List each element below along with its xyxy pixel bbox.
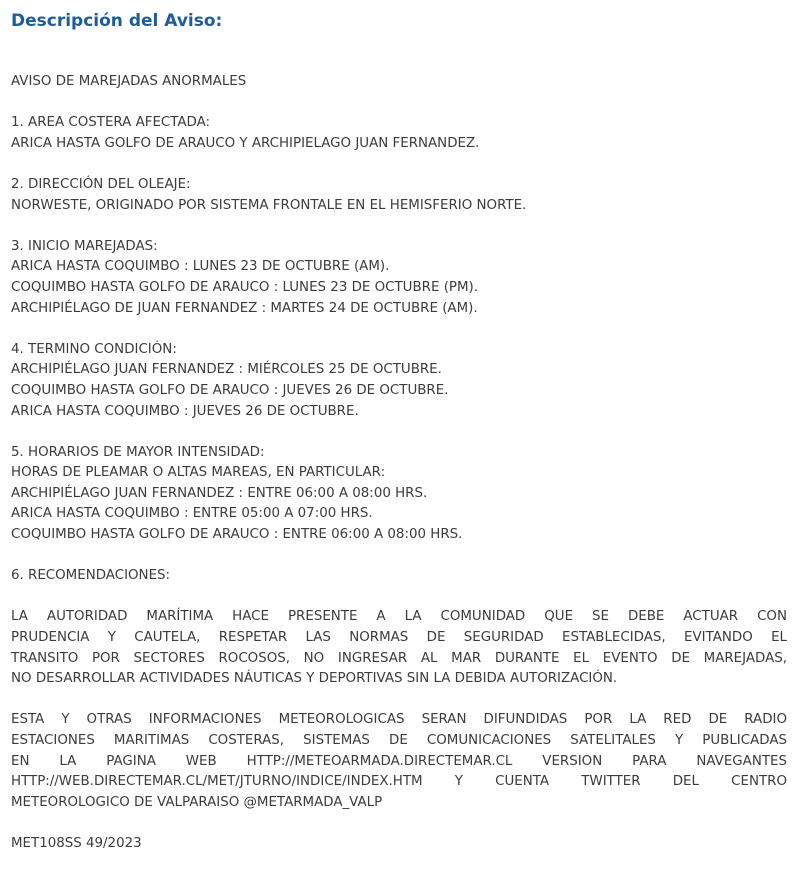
section-5-line: ARCHIPIÉLAGO JUAN FERNANDEZ : ENTRE 06:00 A 08:00 HRS.	[11, 485, 428, 501]
section-6-label: 6. RECOMENDACIONES:	[11, 568, 171, 584]
section-1-label: 1. AREA COSTERA AFECTADA:	[11, 115, 211, 131]
section-4-label: 4. TERMINO CONDICIÓN:	[11, 341, 177, 357]
info-line: HTTP://WEB.DIRECTEMAR.CL/MET/JTURNO/INDICE/INDEX.HTM Y CUENTA TWITTER DEL CENTRO	[11, 774, 787, 790]
notice-heading: AVISO DE MAREJADAS ANORMALES	[11, 74, 247, 89]
recommendation-line: TRANSITO POR SECTORES ROCOSOS, NO INGRESAR AL MAR DURANTE EL EVENTO DE MAREJADAS,	[11, 650, 787, 666]
section-5-label: 5. HORARIOS DE MAYOR INTENSIDAD:	[11, 444, 265, 460]
recommendation-line: PRUDENCIA Y CAUTELA, RESPETAR LAS NORMAS DE SEGURIDAD ESTABLECIDAS, EVITANDO EL	[11, 630, 787, 646]
info-line: EN LA PAGINA WEB HTTP://METEOARMADA.DIRECTEMAR.CL VERSION PARA NAVEGANTES	[11, 753, 787, 769]
notice-code: MET108SS 49/2023	[11, 835, 142, 851]
section-4-line: ARICA HASTA COQUIMBO : JUEVES 26 DE OCTUBRE.	[11, 403, 359, 419]
section-3-label: 3. INICIO MAREJADAS:	[11, 238, 158, 254]
section-3-line: ARCHIPIÉLAGO DE JUAN FERNANDEZ : MARTES 24 DE OCTUBRE (AM).	[11, 300, 478, 316]
info-line: ESTACIONES MARITIMAS COSTERAS, SISTEMAS DE COMUNICACIONES SATELITALES Y PUBLICADAS	[11, 733, 787, 748]
section-2-label: 2. DIRECCIÓN DEL OLEAJE:	[11, 176, 191, 192]
section-4-line: ARCHIPIÉLAGO JUAN FERNANDEZ : MIÉRCOLES 25 DE OCTUBRE.	[11, 362, 442, 378]
recommendation-paragraph	[11, 607, 787, 689]
recommendation-line: LA AUTORIDAD MARÍTIMA HACE PRESENTE A LA COMUNIDAD QUE SE DEBE ACTUAR CON	[11, 609, 787, 625]
section-3-line: COQUIMBO HASTA GOLFO DE ARAUCO : LUNES 23 DE OCTUBRE (PM).	[11, 279, 479, 295]
info-line: ESTA Y OTRAS INFORMACIONES METEOROLOGICAS SERAN DIFUNDIDAS POR LA RED DE RADIO	[11, 712, 787, 728]
info-paragraph	[11, 710, 787, 813]
section-2-line: NORWESTE, ORIGINADO POR SISTEMA FRONTALE EN EL HEMISFERIO NORTE.	[11, 197, 527, 213]
recommendation-line: NO DESARROLLAR ACTIVIDADES NÁUTICAS Y DEPORTIVAS SIN LA DEBIDA AUTORIZACIÓN.	[11, 671, 618, 687]
section-5-line: COQUIMBO HASTA GOLFO DE ARAUCO : ENTRE 06:00 A 08:00 HRS.	[11, 527, 463, 543]
section-4-line: COQUIMBO HASTA GOLFO DE ARAUCO : JUEVES 26 DE OCTUBRE.	[11, 382, 449, 398]
section-5-line: ARICA HASTA COQUIMBO : ENTRE 05:00 A 07:00 HRS.	[11, 506, 373, 522]
notice-body	[11, 72, 788, 855]
info-line: METEOROLOGICO DE VALPARAISO @METARMADA_VALP	[11, 794, 383, 810]
section-1-line: ARICA HASTA GOLFO DE ARAUCO Y ARCHIPIELAGO JUAN FERNANDEZ.	[11, 135, 480, 151]
section-3-line: ARICA HASTA COQUIMBO : LUNES 23 DE OCTUBRE (AM).	[11, 259, 390, 275]
notice-description-title: Descripción del Aviso:	[11, 11, 223, 31]
section-5-line: HORAS DE PLEAMAR O ALTAS MAREAS, EN PARTICULAR:	[11, 465, 386, 481]
